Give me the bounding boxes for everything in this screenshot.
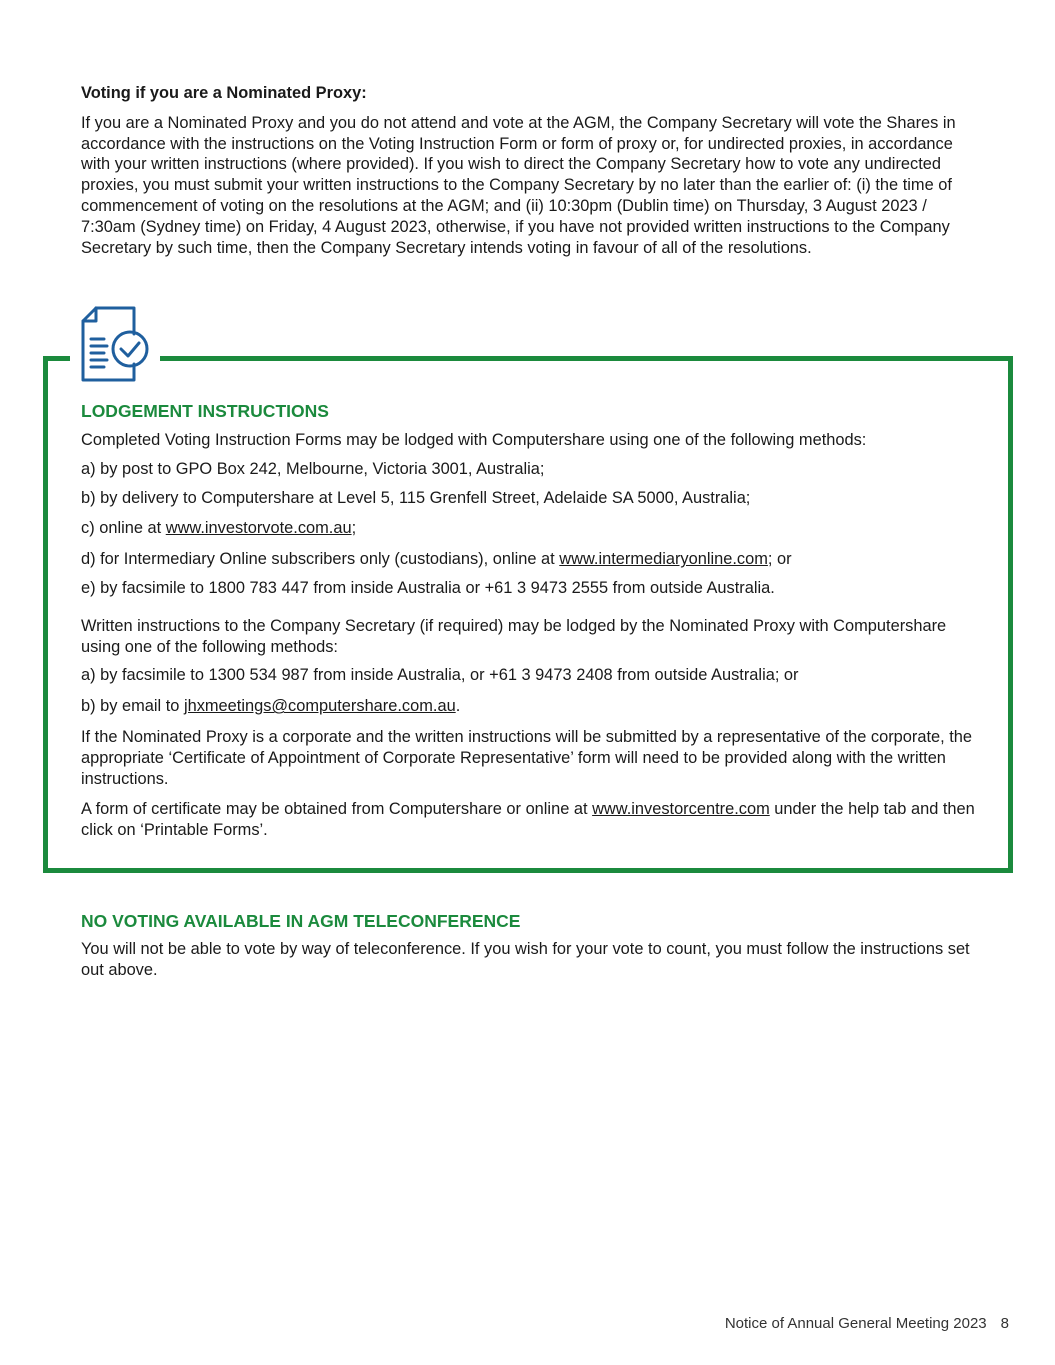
voting-proxy-body: If you are a Nominated Proxy and you do not attend and vote at the AGM, the Company Secretary will vote the Shares in accordance with the instructions on the Voting Instruction Form or form of proxy or, for undirected proxies, in accordance with your written instructions (where provided). If you wish to direct the Company Secretary how to vote any undirected proxies, you must submit your written instructions to the Company Secretary by no later than the earlier of: (i) the time of commencement of voting on the resolutions at the AGM; and (ii) 10:30pm (Dublin time) on Thursday, 3 August 2023 / 7:30am (Sydney time) on Friday, 4 August 2023, otherwise, if you have not provided written instructions to the Company Secretary by such time, then the Company Secretary intends voting in favour of all of the resolutions. — [81, 113, 956, 257]
intermediaryonline-link[interactable]: www.intermediaryonline.com — [559, 550, 768, 569]
page-footer — [725, 1314, 1009, 1335]
lodgement-method-b: b) by delivery to Computershare at Level 5, 115 Grenfell Street, Adelaide SA 5000, Australia; — [81, 488, 751, 507]
method-d-prefix: d) for Intermediary Online subscribers only (custodians), online at — [81, 550, 560, 569]
document-checkmark-icon — [70, 302, 160, 386]
investorvote-link[interactable]: www.investorvote.com.au — [165, 519, 352, 538]
certificate-prefix: A form of certificate may be obtained from Computershare or online at — [81, 800, 593, 819]
written-b-suffix: . — [455, 697, 461, 716]
written-method-b — [81, 696, 981, 717]
voting-proxy-heading: Voting if you are a Nominated Proxy: — [81, 84, 367, 102]
page-number: 8 — [1000, 1315, 1009, 1332]
no-voting-heading: NO VOTING AVAILABLE IN AGM TELECONFERENCE — [81, 911, 521, 931]
lodgement-method-c — [81, 518, 981, 539]
voting-proxy-section — [81, 83, 981, 258]
certificate-note — [81, 799, 981, 841]
lodgement-heading: LODGEMENT INSTRUCTIONS — [81, 401, 329, 421]
lodgement-intro: Completed Voting Instruction Forms may be lodged with Computershare using one of the following methods: — [81, 431, 867, 449]
written-method-a: a) by facsimile to 1300 534 987 from inside Australia, or +61 3 9473 2408 from outside Australia; or — [81, 666, 799, 685]
no-voting-section — [81, 910, 981, 981]
method-c-suffix: ; — [351, 519, 357, 538]
written-instructions-intro: Written instructions to the Company Secretary (if required) may be lodged by the Nominated Proxy with Computershare using one of the following methods: — [81, 616, 947, 656]
footer-title: Notice of Annual General Meeting 2023 — [724, 1315, 987, 1332]
lodgement-instructions — [81, 400, 981, 849]
email-link[interactable]: jhxmeetings@computershare.com.au — [183, 697, 456, 716]
certificate-suffix: under the help tab and then click on ‘Printable Forms’. — [81, 800, 975, 840]
no-voting-body: You will not be able to vote by way of teleconference. If you wish for your vote to count, you must follow the instructions set out above. — [81, 940, 970, 979]
method-c-prefix: c) online at — [81, 519, 166, 538]
written-b-prefix: b) by email to — [81, 697, 184, 716]
lodgement-method-a: a) by post to GPO Box 242, Melbourne, Victoria 3001, Australia; — [81, 459, 545, 478]
method-d-suffix: ; or — [767, 550, 792, 569]
lodgement-method-d — [81, 549, 981, 570]
lodgement-method-e: e) by facsimile to 1800 783 447 from inside Australia or +61 3 9473 2555 from outside Australia. — [81, 578, 775, 597]
investorcentre-link[interactable]: www.investorcentre.com — [592, 800, 770, 819]
corporate-representative-note: If the Nominated Proxy is a corporate and the written instructions will be submitted by a representative of the corporate, the appropriate ‘Certificate of Appointment of Corporate Representative’ form will need to be provided along with the written instructions. — [81, 727, 973, 788]
